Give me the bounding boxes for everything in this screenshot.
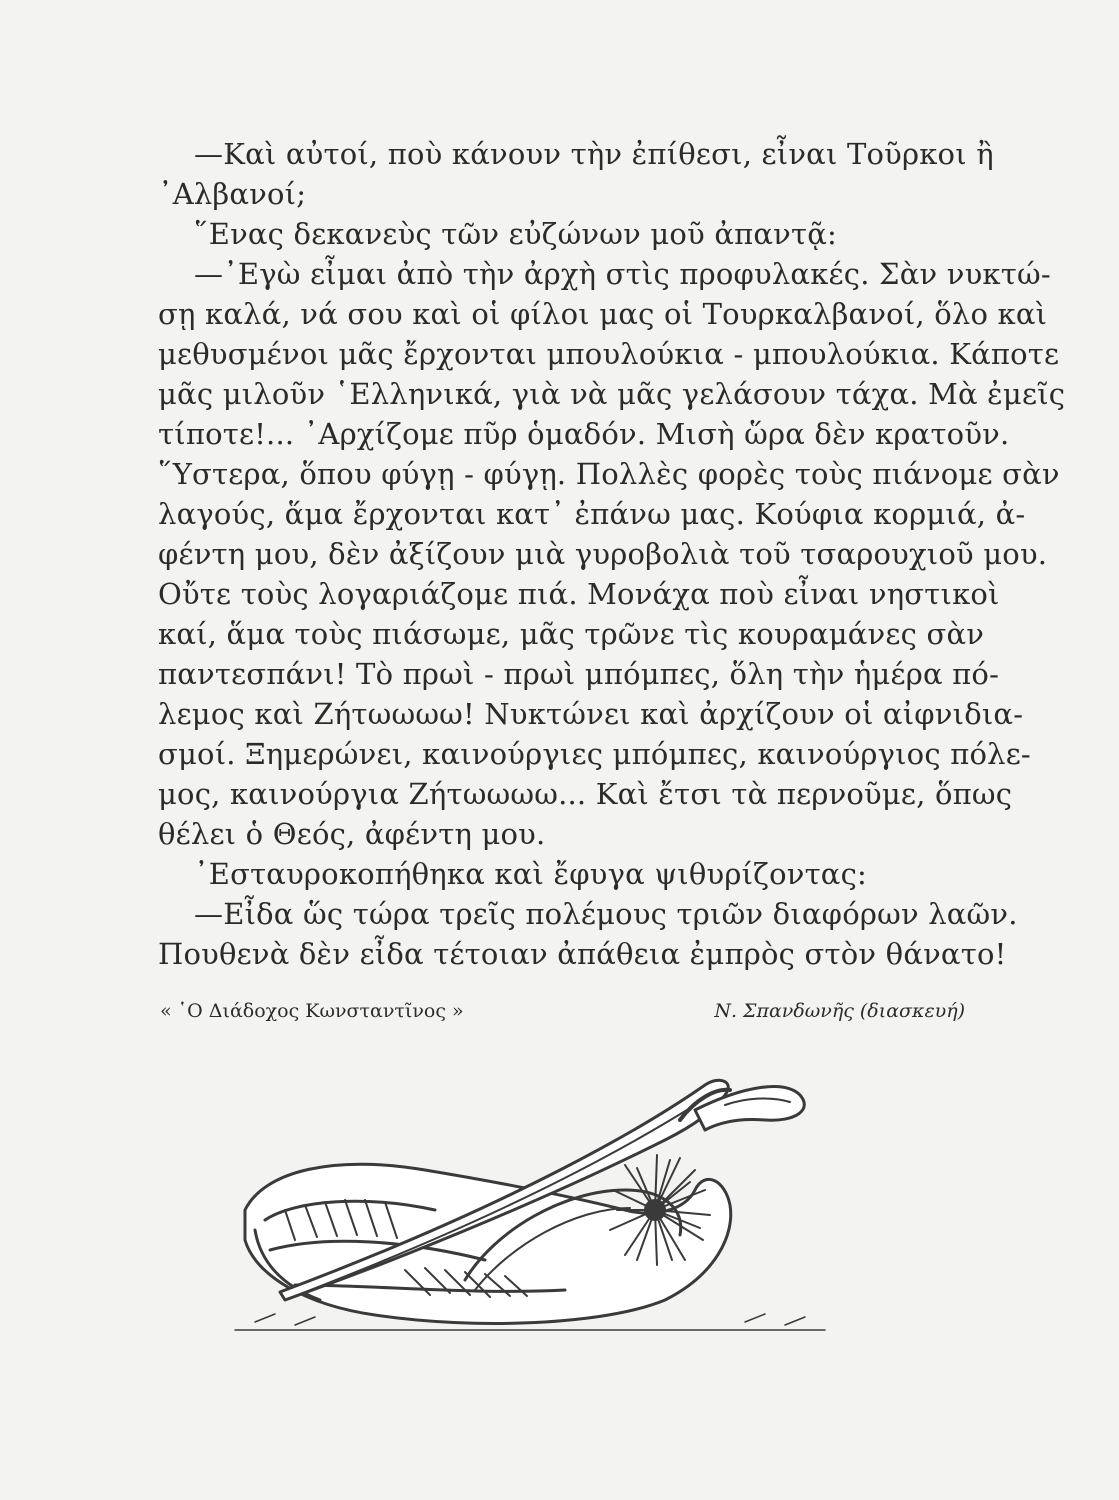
text-line: τίποτε!... ᾿Αρχίζομε πῦρ ὁμαδόν. Μισὴ ὥρα δὲν κρατοῦν. (158, 417, 1010, 451)
text-line: λεμος καὶ Ζήτωωωω! Νυκτώνει καὶ ἀρχίζουν οἱ αἰφνιδια- (158, 697, 1024, 731)
text-line: Πουθενὰ δὲν εἶδα τέτοιαν ἀπάθεια ἐμπρὸς στὸν θάνατο! (158, 937, 1007, 971)
text-line: παντεσπάνι! Τὸ πρωὶ - πρωὶ μπόμπες, ὅλη τὴν ἡμέρα πό- (158, 657, 1000, 691)
text-line: —Καὶ αὐτοί, ποὺ κάνουν τὴν ἐπίθεσι, εἶναι Τοῦρκοι ἢ (194, 137, 994, 171)
text-line: Οὔτε τοὺς λογαριάζομε πιά. Μονάχα ποὺ εἶναι νηστικοὶ (158, 577, 1000, 611)
text-line: θέλει ὁ Θεός, ἀφέντη μου. (158, 817, 546, 851)
text-line: σμοί. Ξημερώνει, καινούργιες μπόμπες, καινούργιος πόλε- (158, 737, 1031, 771)
text-line: —Εἶδα ὥς τώρα τρεῖς πολέμους τριῶν διαφόρων λαῶν. (194, 897, 1018, 931)
text-line: μος, καινούργια Ζήτωωωω... Καὶ ἔτσι τὰ περνοῦμε, ὅπως (158, 777, 1013, 811)
text-line: λαγούς, ἅμα ἔρχονται κατ᾿ ἐπάνω μας. Κούφια κορμιά, ἀ- (158, 497, 1026, 531)
text-line: —᾿Εγὼ εἶμαι ἀπὸ τὴν ἀρχὴ στὶς προφυλακές. Σὰν νυκτώ- (194, 257, 1051, 291)
source-caption (160, 1000, 965, 1022)
text-line: μᾶς μιλοῦν ῾Ελληνικά, γιὰ νὰ μᾶς γελάσουν τάχα. Μὰ ἐμεῖς (158, 377, 1066, 411)
text-line: μεθυσμένοι μᾶς ἔρχονται μπουλούκια - μπουλούκια. Κάποτε (158, 337, 1060, 371)
source-title: « ῾Ο Διάδοχος Κωνσταντῖνος » (160, 1000, 464, 1022)
text-line: φέντη μου, δὲν ἀξίζουν μιὰ γυροβολιὰ τοῦ τσαρουχιοῦ μου. (158, 537, 1048, 571)
text-line: καί, ἅμα τοὺς πιάσωμε, μᾶς τρῶνε τὶς κουραμάνες σὰν (158, 617, 985, 651)
sword-and-tsarouchi-illustration (225, 1060, 865, 1350)
author-credit: Ν. Σπανδωνῆς (διασκευή) (714, 1000, 965, 1022)
text-line: σῃ καλά, νά σου καὶ οἱ φίλοι μας οἱ Τουρκαλβανοί, ὅλο καὶ (158, 297, 1048, 331)
main-text (158, 134, 1066, 974)
text-line: ῞Ενας δεκανεὺς τῶν εὐζώνων μοῦ ἀπαντᾷ: (194, 217, 837, 251)
text-line: ᾿Εσταυροκοπήθηκα καὶ ἔφυγα ψιθυρίζοντας: (194, 857, 868, 891)
text-line: ᾿Αλβανοί; (158, 177, 307, 211)
text-line: ῞Υστερα, ὅπου φύγῃ - φύγῃ. Πολλὲς φορὲς τοὺς πιάνομε σὰν (158, 457, 1060, 491)
